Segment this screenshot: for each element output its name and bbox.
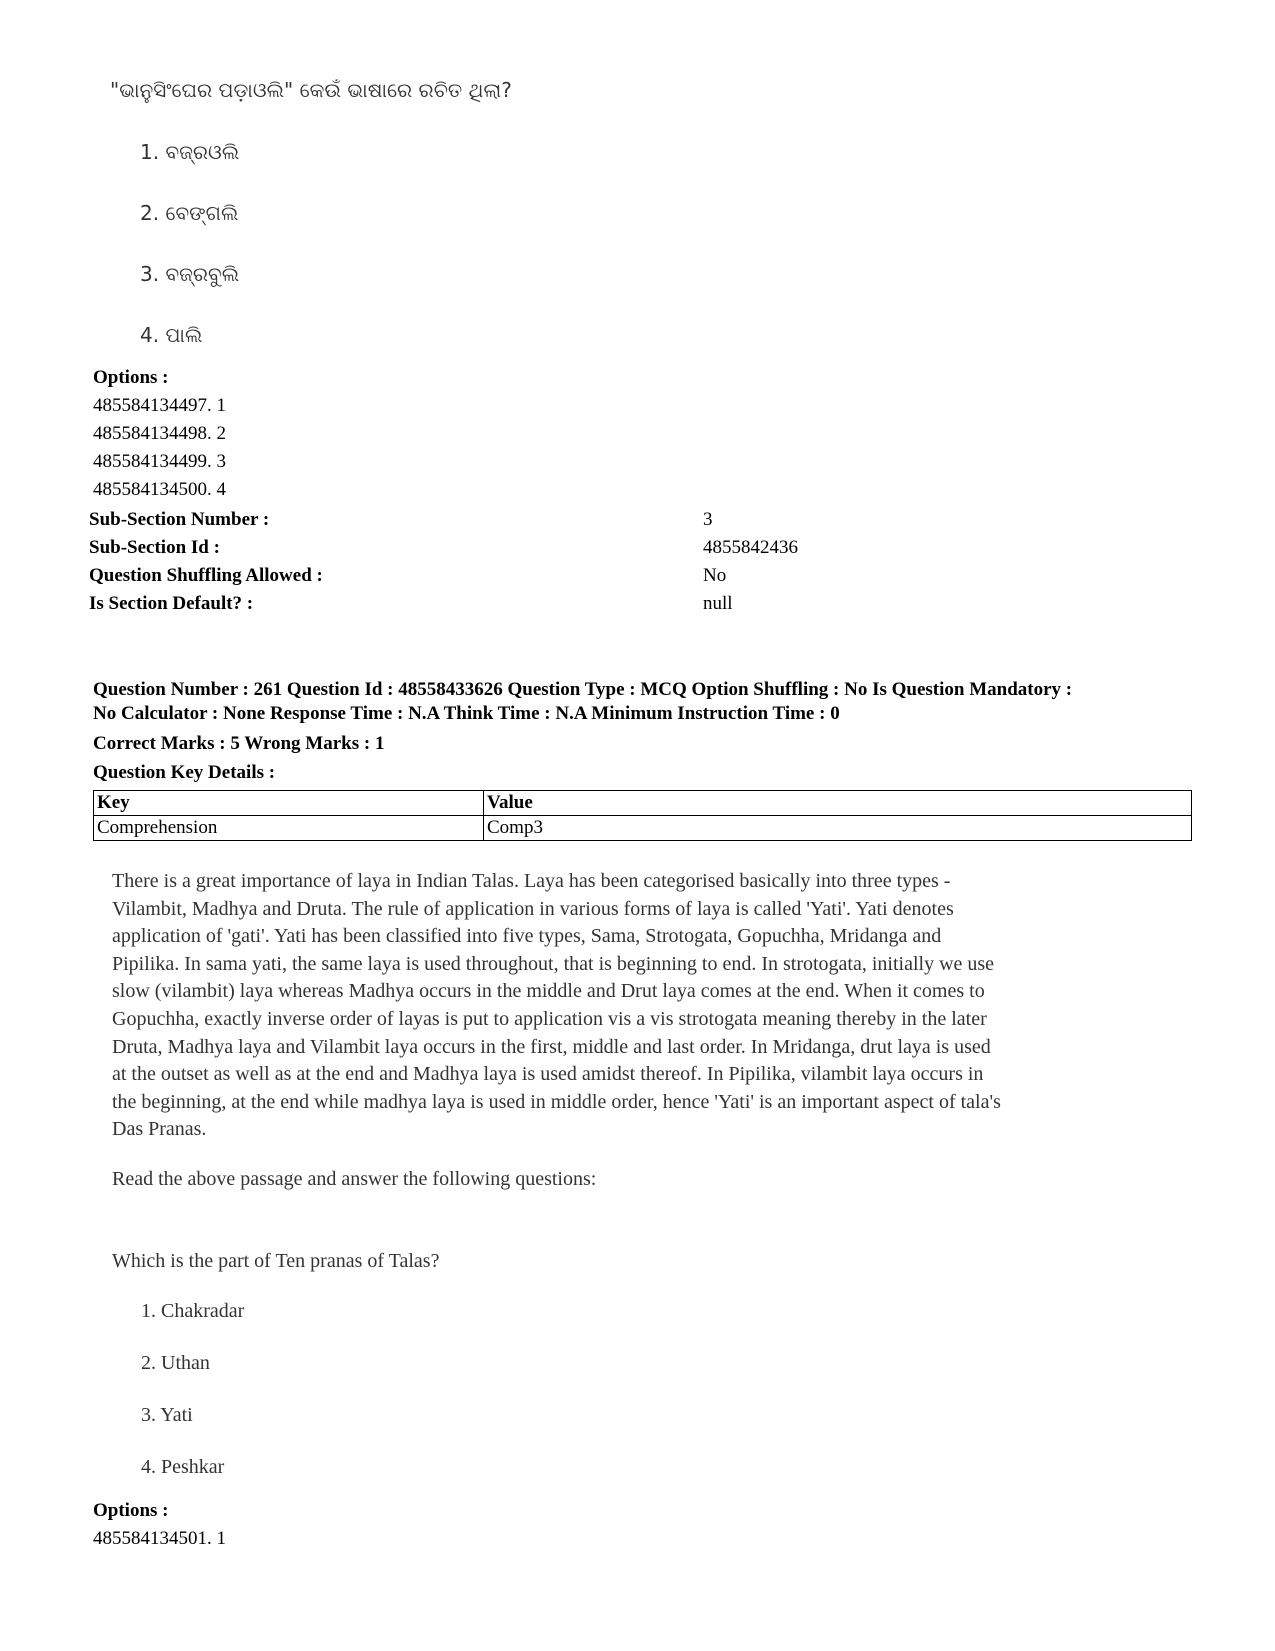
choice-2: 2. ବେଙ୍ଗଲି: [140, 201, 239, 225]
passage-line: There is a great importance of laya in Indian Talas. Laya has been categorised basically into three types -: [112, 870, 951, 892]
choice-1: 1. ବଜ୍ରଓଲି: [140, 140, 240, 164]
key-cell: Comprehension: [94, 816, 484, 841]
subsection-number-label: Sub-Section Number :: [89, 509, 270, 530]
option-id-line: 485584134499. 3: [93, 451, 226, 472]
subsection-number-value: 3: [703, 509, 713, 530]
question-shuffling-value: No: [703, 565, 727, 586]
choice-4: 4. Peshkar: [141, 1456, 225, 1478]
question-text: Which is the part of Ten pranas of Talas?: [112, 1250, 440, 1272]
choice-3: 3. ବଜ୍ରବୁଲି: [140, 262, 240, 286]
option-id-line: 485584134500. 4: [93, 479, 226, 500]
question-meta-line-1: Question Number : 261 Question Id : 48558433626 Question Type : MCQ Option Shuffling : No Is Question Mandatory :: [93, 679, 1073, 700]
value-header: Value: [484, 791, 1192, 816]
passage-line: slow (vilambit) laya whereas Madhya occurs in the middle and Drut laya comes at the end. When it comes to: [112, 980, 985, 1003]
passage-line: the beginning, at the end while madhya laya is used in middle order, hence 'Yati' is an important aspect of tala's: [112, 1090, 1001, 1113]
section-default-value: null: [703, 593, 733, 614]
choice-3: 3. Yati: [141, 1404, 193, 1426]
choice-2: 2. Uthan: [141, 1352, 210, 1374]
passage-line: Pipilika. In sama yati, the same laya is used throughout, that is beginning to end. In strotogata, initially we use: [112, 952, 995, 975]
choice-1: 1. Chakradar: [141, 1300, 245, 1322]
passage-line: at the outset as well as at the end and Madhya laya is used amidst thereof. In Pipilika, vilambit laya occurs in: [112, 1063, 984, 1086]
comprehension-passage: [112, 868, 1172, 1144]
passage-line: Das Pranas.: [112, 1118, 207, 1141]
passage-line: Druta, Madhya laya and Vilambit laya occurs in the first, middle and last order. In Mridanga, drut laya is used: [112, 1035, 991, 1058]
options-label: Options :: [93, 1500, 169, 1521]
option-id-line: 485584134497. 1: [93, 395, 226, 416]
key-header: Key: [94, 791, 484, 816]
question-meta: [93, 678, 1193, 726]
passage-line: Gopuchha, exactly inverse order of layas is put to application vis a vis strotogata meaning thereby in the later: [112, 1007, 987, 1030]
question-meta-line-2: No Calculator : None Response Time : N.A Think Time : N.A Minimum Instruction Time : 0: [93, 703, 840, 724]
passage-instruction: Read the above passage and answer the following questions:: [112, 1168, 597, 1190]
passage-line: Vilambit, Madhya and Druta. The rule of application in various forms of laya is called 'Yati'. Yati denotes: [112, 897, 954, 920]
subsection-id-value: 4855842436: [703, 537, 798, 558]
value-cell: Comp3: [484, 816, 1192, 841]
table-row: [94, 816, 1192, 841]
option-id-line: 485584134501. 1: [93, 1528, 226, 1549]
key-details-label: Question Key Details :: [93, 762, 276, 783]
question-shuffling-label: Question Shuffling Allowed :: [89, 565, 323, 586]
choice-4: 4. ପାଲି: [140, 323, 203, 347]
question-text-odia: "ଭାନୁସିଂଘେର ପଡ଼ାଓଲି" କେଉଁ ଭାଷାରେ ରଚିତ ଥିଲା?: [110, 78, 512, 102]
marks-line: Correct Marks : 5 Wrong Marks : 1: [93, 733, 385, 754]
subsection-id-label: Sub-Section Id :: [89, 537, 220, 558]
key-table: [93, 790, 1192, 841]
options-label: Options :: [93, 367, 169, 388]
section-default-label: Is Section Default? :: [89, 593, 254, 614]
passage-line: application of 'gati'. Yati has been classified into five types, Sama, Strotogata, Gopuchha, Mridanga and: [112, 925, 942, 948]
key-table-header: [94, 791, 1192, 816]
option-id-line: 485584134498. 2: [93, 423, 226, 444]
